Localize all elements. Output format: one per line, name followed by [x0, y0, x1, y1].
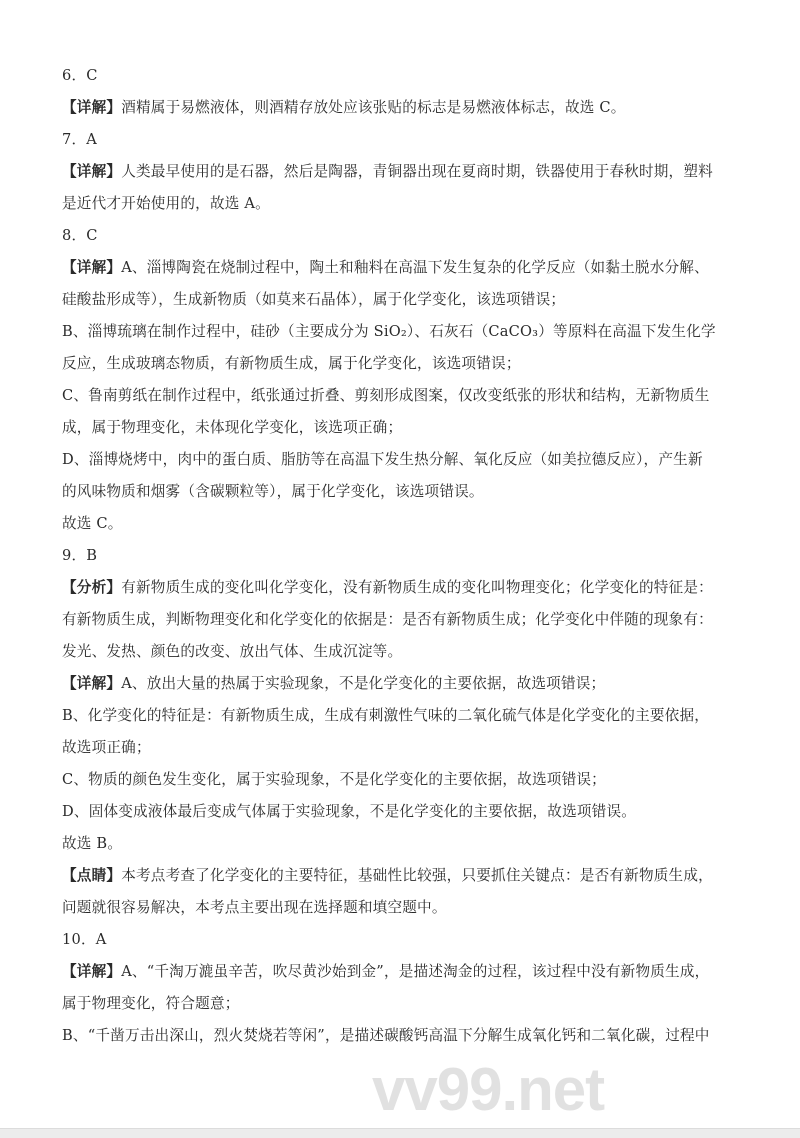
text-line [62, 188, 742, 220]
line-text: 故选 B。 [62, 835, 123, 852]
section-tag: 【详解】 [62, 99, 122, 116]
text-line [62, 156, 742, 188]
line-text: D、淄博烧烤中，肉中的蛋白质、脂肪等在高温下发生热分解、氧化反应（如美拉德反应），产生新 [62, 451, 703, 468]
line-text: 故选项正确； [62, 739, 151, 756]
line-text: 有新物质生成，判断物理变化和化学变化的依据是：是否有新物质生成；化学变化中伴随的现象有： [62, 611, 713, 628]
text-line [62, 92, 742, 124]
text-line [62, 284, 742, 316]
section-tag: 【点睛】 [62, 867, 122, 884]
line-text: A、淄博陶瓷在烧制过程中，陶土和釉料在高温下发生复杂的化学反应（如黏土脱水分解、 [121, 259, 709, 276]
line-text: 10．A [62, 931, 107, 948]
text-line [62, 412, 742, 444]
text-line [62, 380, 742, 412]
line-text: 酒精属于易燃液体，则酒精存放处应该张贴的标志是易燃液体标志，故选 C。 [121, 99, 626, 116]
line-text: 反应，生成玻璃态物质，有新物质生成，属于化学变化，该选项错误； [62, 355, 521, 372]
line-text: 9．B [62, 547, 98, 564]
text-line [62, 668, 742, 700]
text-line [62, 796, 742, 828]
line-text: 7．A [62, 131, 98, 148]
text-line [62, 860, 742, 892]
line-text: 的风味物质和烟雾（含碳颗粒等），属于化学变化，该选项错误。 [62, 483, 484, 500]
text-line [62, 476, 742, 508]
text-line [62, 348, 742, 380]
line-text: D、固体变成液体最后变成气体属于实验现象，不是化学变化的主要依据，故选项错误。 [62, 803, 637, 820]
line-text: 6．C [62, 67, 98, 84]
text-line [62, 540, 742, 572]
text-line [62, 316, 742, 348]
text-line [62, 444, 742, 476]
text-line [62, 1020, 742, 1052]
section-tag: 【分析】 [62, 579, 122, 596]
line-text: 8．C [62, 227, 98, 244]
text-line [62, 924, 742, 956]
line-text: B、淄博琉璃在制作过程中，硅砂（主要成分为 SiO₂）、石灰石（CaCO₃）等原料在高温下发生化学 [62, 323, 716, 340]
text-line [62, 508, 742, 540]
line-text: B、化学变化的特征是：有新物质生成，生成有刺激性气味的二氧化硫气体是化学变化的主要依据， [62, 707, 710, 724]
section-tag: 【详解】 [62, 163, 122, 180]
text-line [62, 988, 742, 1020]
line-text: 硅酸盐形成等），生成新物质（如莫来石晶体），属于化学变化，该选项错误； [62, 291, 566, 308]
text-line [62, 604, 742, 636]
line-text: 成，属于物理变化，未体现化学变化，该选项正确； [62, 419, 403, 436]
text-line [62, 124, 742, 156]
text-line [62, 700, 742, 732]
line-text: A、放出大量的热属于实验现象，不是化学变化的主要依据，故选项错误； [121, 675, 606, 692]
line-text: B、“千凿万击出深山，烈火焚烧若等闲”，是描述碳酸钙高温下分解生成氧化钙和二氧化碳，过程中 [62, 1027, 710, 1044]
text-line [62, 892, 742, 924]
document-page [62, 60, 742, 1052]
line-text: A、“千淘万漉虽辛苦，吹尽黄沙始到金”，是描述淘金的过程，该过程中没有新物质生成， [121, 963, 710, 980]
line-text: C、物质的颜色发生变化，属于实验现象，不是化学变化的主要依据，故选项错误； [62, 771, 606, 788]
text-line [62, 764, 742, 796]
line-text: 发光、发热、颜色的改变、放出气体、生成沉淀等。 [62, 643, 403, 660]
section-tag: 【详解】 [62, 259, 122, 276]
text-line [62, 60, 742, 92]
line-text: 属于物理变化，符合题意； [62, 995, 240, 1012]
line-text: 本考点考查了化学变化的主要特征，基础性比较强，只要抓住关键点：是否有新物质生成， [121, 867, 713, 884]
text-line [62, 252, 742, 284]
line-text: 人类最早使用的是石器，然后是陶器，青铜器出现在夏商时期，铁器使用于春秋时期，塑料 [121, 163, 713, 180]
line-text: 问题就很容易解决，本考点主要出现在选择题和填空题中。 [62, 899, 447, 916]
text-line [62, 956, 742, 988]
line-text: 有新物质生成的变化叫化学变化，没有新物质生成的变化叫物理变化；化学变化的特征是： [121, 579, 713, 596]
text-line [62, 828, 742, 860]
line-text: C、鲁南剪纸在制作过程中，纸张通过折叠、剪刻形成图案，仅改变纸张的形状和结构，无新物质生 [62, 387, 710, 404]
watermark: vv99.net [372, 1056, 605, 1123]
section-tag: 【详解】 [62, 675, 122, 692]
line-text: 故选 C。 [62, 515, 123, 532]
section-tag: 【详解】 [62, 963, 122, 980]
text-line [62, 572, 742, 604]
line-text: 是近代才开始使用的，故选 A。 [62, 195, 270, 212]
text-line [62, 636, 742, 668]
text-line [62, 220, 742, 252]
text-line [62, 732, 742, 764]
